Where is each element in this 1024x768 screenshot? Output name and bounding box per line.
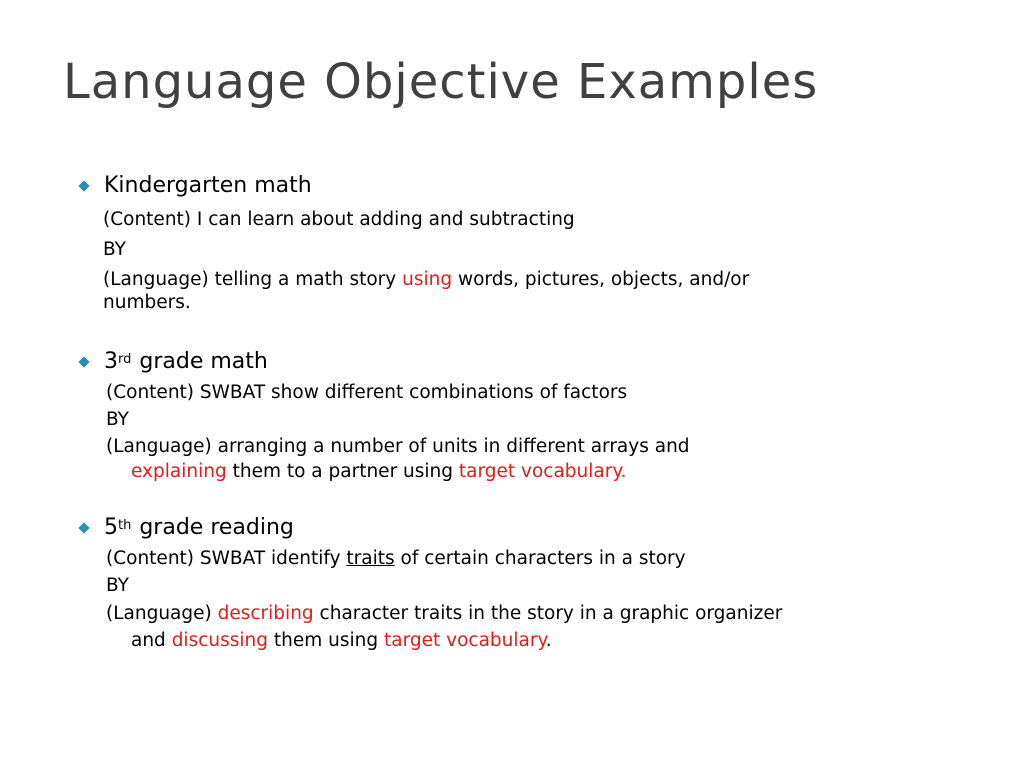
diamond-bullet-icon <box>78 522 89 533</box>
text-run: and <box>131 630 172 651</box>
language-objective-continued <box>103 291 191 314</box>
language-objective-continued <box>131 629 552 652</box>
text-run: of certain characters in a story <box>394 548 686 569</box>
language-objective <box>106 602 782 625</box>
section-heading <box>78 172 978 200</box>
text-run: (Content) SWBAT identify <box>106 548 347 569</box>
diamond-bullet-icon <box>78 180 89 191</box>
section-heading <box>78 348 978 376</box>
highlighted-term: target vocabulary <box>384 630 546 651</box>
section-heading <box>78 514 978 542</box>
by-connector: BY <box>106 575 129 596</box>
content-objective <box>106 547 686 570</box>
text-run: character traits in the story in a graphic organizer <box>313 603 783 624</box>
highlighted-term: using <box>402 269 453 290</box>
section-kindergarten-math <box>78 172 978 313</box>
text-run: them to a partner using <box>226 461 459 482</box>
text-run: (Language) telling a math story <box>103 269 403 290</box>
highlighted-term: target vocabulary. <box>458 461 627 482</box>
slide-title: Language Objective Examples <box>63 54 819 110</box>
heading-ordinal: th <box>118 518 132 533</box>
underlined-term: traits <box>346 548 395 569</box>
text-run: numbers. <box>103 292 191 313</box>
by-connector: BY <box>106 409 129 430</box>
text-run: (Language) arranging a number of units in different arrays and <box>106 436 690 457</box>
text-run: (Language) <box>106 603 218 624</box>
by-connector: BY <box>103 239 126 260</box>
section-5th-grade-reading <box>78 514 978 651</box>
section-3rd-grade-math <box>78 348 978 482</box>
heading-ordinal: rd <box>118 352 132 367</box>
highlighted-term: explaining <box>131 461 227 482</box>
diamond-bullet-icon <box>78 356 89 367</box>
highlighted-term: discussing <box>171 630 268 651</box>
text-run: them using <box>268 630 384 651</box>
heading-text: Kindergarten math <box>104 173 312 198</box>
heading-number: 3 <box>104 349 118 374</box>
content-objective: (Content) I can learn about adding and subtracting <box>103 209 575 230</box>
content-objective: (Content) SWBAT show different combinations of factors <box>106 382 628 403</box>
language-objective <box>103 268 749 291</box>
language-objective-continued <box>131 460 627 483</box>
highlighted-term: describing <box>217 603 314 624</box>
heading-number: 5 <box>104 515 118 540</box>
heading-text: grade reading <box>132 515 294 540</box>
heading-text: grade math <box>132 349 268 374</box>
text-run: . <box>545 630 552 651</box>
text-run: words, pictures, objects, and/or <box>452 269 750 290</box>
language-objective <box>106 435 690 458</box>
